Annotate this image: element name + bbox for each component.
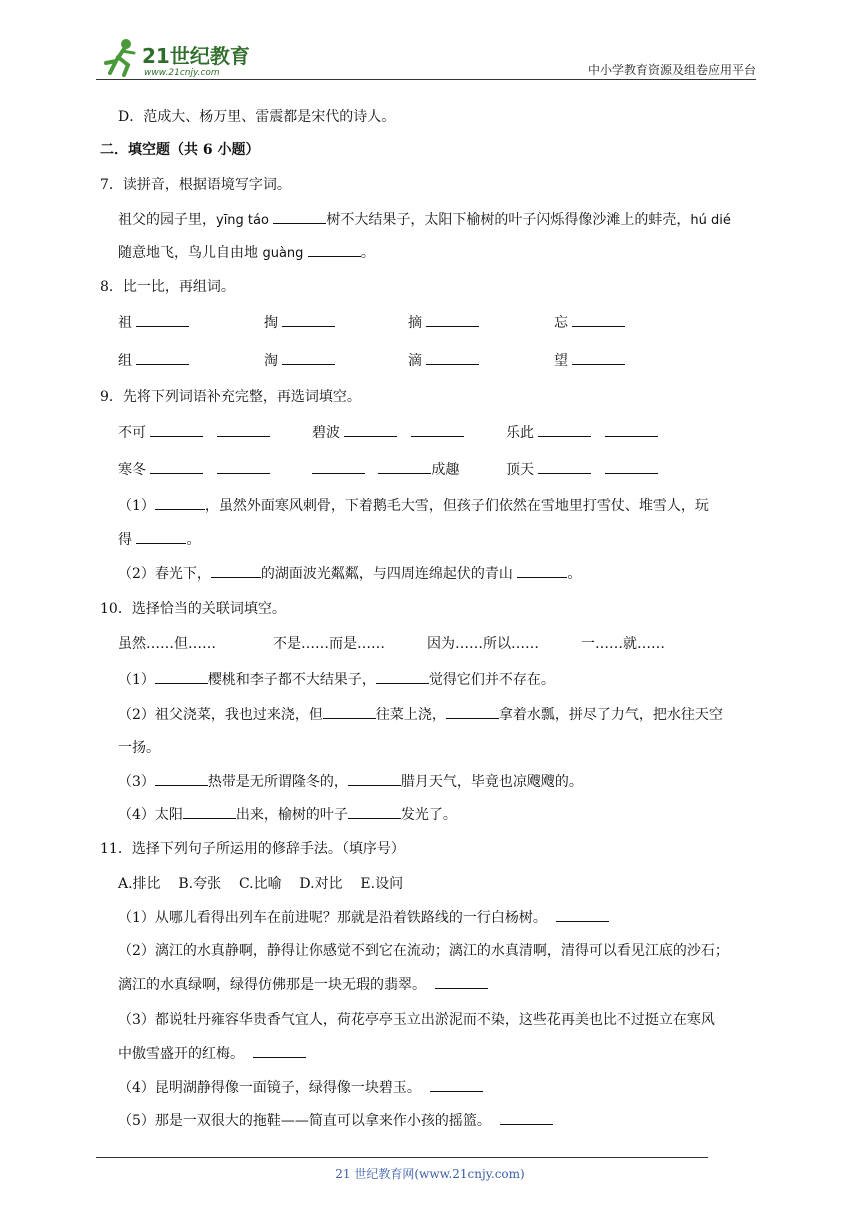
- q9-sentence-1-cont: 得 。: [118, 529, 200, 549]
- q10-sentence-2: （2）祖父浇菜，我也过来浇，但 往菜上浇， 拿着水瓢，拼尽了力气，把水往天空: [118, 704, 723, 724]
- q8-item: 滴: [408, 350, 479, 370]
- platform-name: 中小学教育资源及组卷应用平台: [587, 63, 756, 77]
- answer-blank[interactable]: [538, 422, 591, 437]
- q10-option: 一……就……: [581, 636, 665, 652]
- answer-blank[interactable]: [183, 804, 236, 819]
- q8-item: 掏: [264, 312, 335, 332]
- answer-blank[interactable]: [282, 312, 335, 327]
- q9-idiom: 碧波: [312, 422, 464, 442]
- q8-item: 摘: [408, 312, 479, 332]
- q9-idiom: 不可: [118, 422, 270, 442]
- answer-blank[interactable]: [435, 974, 488, 989]
- q11-sentence-3: （3）都说牡丹雍容华贵香气宜人，荷花亭亭玉立出淤泥而不染，这些花再美也比不过挺立在寒风: [118, 1012, 715, 1028]
- answer-blank[interactable]: [572, 312, 625, 327]
- footer-divider: [96, 1157, 708, 1158]
- svg-text:www.21cnjy.com: www.21cnjy.com: [144, 68, 220, 78]
- site-logo: [96, 35, 256, 81]
- answer-blank[interactable]: [253, 1043, 306, 1058]
- q10-sentence-1: （1） 樱桃和李子都不大结果子， 觉得它们并不存在。: [118, 669, 555, 689]
- q9-idiom: 成趣: [312, 459, 459, 479]
- answer-blank[interactable]: [273, 209, 326, 224]
- q8-item: 忘: [554, 312, 625, 332]
- q10-option: 虽然……但……: [118, 636, 216, 652]
- answer-blank[interactable]: [411, 422, 464, 437]
- answer-blank[interactable]: [556, 907, 609, 922]
- q9-stem: 9．先将下列词语补充完整，再选词填空。: [100, 389, 361, 405]
- q10-option: 因为……所以……: [427, 636, 539, 652]
- q9-idiom: 乐此: [506, 422, 658, 442]
- q9-idiom: 寒冬: [118, 459, 270, 479]
- answer-blank[interactable]: [150, 422, 203, 437]
- answer-blank[interactable]: [155, 771, 208, 786]
- answer-blank[interactable]: [376, 669, 429, 684]
- q9-idiom: 顶天: [506, 459, 658, 479]
- q11-sentence-1: （1）从哪儿看得出列车在前进呢？那就是沿着铁路线的一行白杨树。: [118, 907, 609, 927]
- answer-blank[interactable]: [136, 529, 186, 544]
- q10-option: 不是……而是……: [273, 636, 385, 652]
- answer-blank[interactable]: [348, 804, 401, 819]
- q9-sentence-2: （2）春光下， 的湖面波光粼粼，与四周连绵起伏的青山 。: [118, 563, 581, 583]
- answer-blank[interactable]: [605, 422, 658, 437]
- answer-blank[interactable]: [538, 459, 591, 474]
- q11-sentence-2: （2）漓江的水真静啊，静得让你感觉不到它在流动；漓江的水真清啊，清得可以看见江底的沙石；: [118, 943, 729, 959]
- q7-stem: 7．读拼音，根据语境写字词。: [100, 177, 291, 193]
- q11-sentence-4: （4）昆明湖静得像一面镜子，绿得像一块碧玉。: [118, 1077, 483, 1097]
- answer-blank[interactable]: [155, 495, 205, 510]
- answer-blank[interactable]: [605, 459, 658, 474]
- header-divider: [96, 79, 756, 80]
- answer-blank[interactable]: [217, 422, 270, 437]
- q6-option-d: D．范成大、杨万里、雷震都是宋代的诗人。: [118, 109, 396, 125]
- pinyin-2: hú dié: [690, 213, 731, 228]
- q11-sentence-5: （5）那是一双很大的拖鞋——简直可以拿来作小孩的摇篮。: [118, 1110, 553, 1130]
- runner-icon: [106, 39, 134, 75]
- answer-blank[interactable]: [500, 1110, 553, 1125]
- q8-item: 组: [118, 350, 189, 370]
- answer-blank[interactable]: [348, 771, 401, 786]
- answer-blank[interactable]: [308, 242, 361, 257]
- answer-blank[interactable]: [446, 704, 499, 719]
- section-title: 二．填空题（共 6 小题）: [100, 142, 260, 158]
- q10-sentence-3: （3） 热带是无所谓隆冬的， 腊月天气，毕竟也凉飕飕的。: [118, 771, 583, 791]
- answer-blank[interactable]: [344, 422, 397, 437]
- answer-blank[interactable]: [426, 312, 479, 327]
- q10-sentence-4: （4）太阳 出来，榆树的叶子 发光了。: [118, 804, 457, 824]
- q7-line2: 随意地飞，鸟儿自由地 guàng 。: [118, 242, 375, 262]
- answer-blank[interactable]: [572, 350, 625, 365]
- pinyin-3: guàng: [262, 246, 304, 261]
- q8-stem: 8．比一比，再组词。: [100, 279, 235, 295]
- q8-item: 祖: [118, 312, 189, 332]
- q10-sentence-2-cont: 一扬。: [118, 740, 160, 756]
- answer-blank[interactable]: [136, 312, 189, 327]
- answer-blank[interactable]: [282, 350, 335, 365]
- q7-line1: 祖父的园子里，yīng táo 树不大结果子，太阳下榆树的叶子闪烁得像沙滩上的蚌壳，hú dié: [118, 209, 731, 229]
- answer-blank[interactable]: [430, 1077, 483, 1092]
- answer-blank[interactable]: [150, 459, 203, 474]
- answer-blank[interactable]: [217, 459, 270, 474]
- footer-text[interactable]: 21 世纪教育网(www.21cnjy.com): [335, 1167, 525, 1181]
- answer-blank[interactable]: [155, 669, 208, 684]
- q11-options: A.排比 B.夸张 C.比喻 D.对比 E.设问: [118, 876, 404, 892]
- q10-stem: 10．选择恰当的关联词填空。: [100, 601, 286, 617]
- answer-blank[interactable]: [211, 563, 261, 578]
- answer-blank[interactable]: [517, 563, 567, 578]
- answer-blank[interactable]: [323, 704, 376, 719]
- svg-text:21世纪教育: 21世纪教育: [142, 44, 250, 68]
- q8-item: 望: [554, 350, 625, 370]
- answer-blank[interactable]: [426, 350, 479, 365]
- q11-sentence-3-cont: 中傲雪盛开的红梅。: [118, 1043, 306, 1063]
- q11-sentence-2-cont: 漓江的水真绿啊，绿得仿佛那是一块无瑕的翡翠。: [118, 974, 488, 994]
- q8-item: 淘: [264, 350, 335, 370]
- answer-blank[interactable]: [136, 350, 189, 365]
- q11-stem: 11．选择下列句子所运用的修辞手法。（填序号）: [100, 841, 405, 857]
- pinyin-1: yīng táo: [216, 213, 269, 228]
- q9-sentence-1: （1） ，虽然外面寒风刺骨，下着鹅毛大雪，但孩子们依然在雪地里打雪仗、堆雪人，玩: [118, 495, 709, 515]
- answer-blank[interactable]: [378, 459, 431, 474]
- answer-blank[interactable]: [312, 459, 365, 474]
